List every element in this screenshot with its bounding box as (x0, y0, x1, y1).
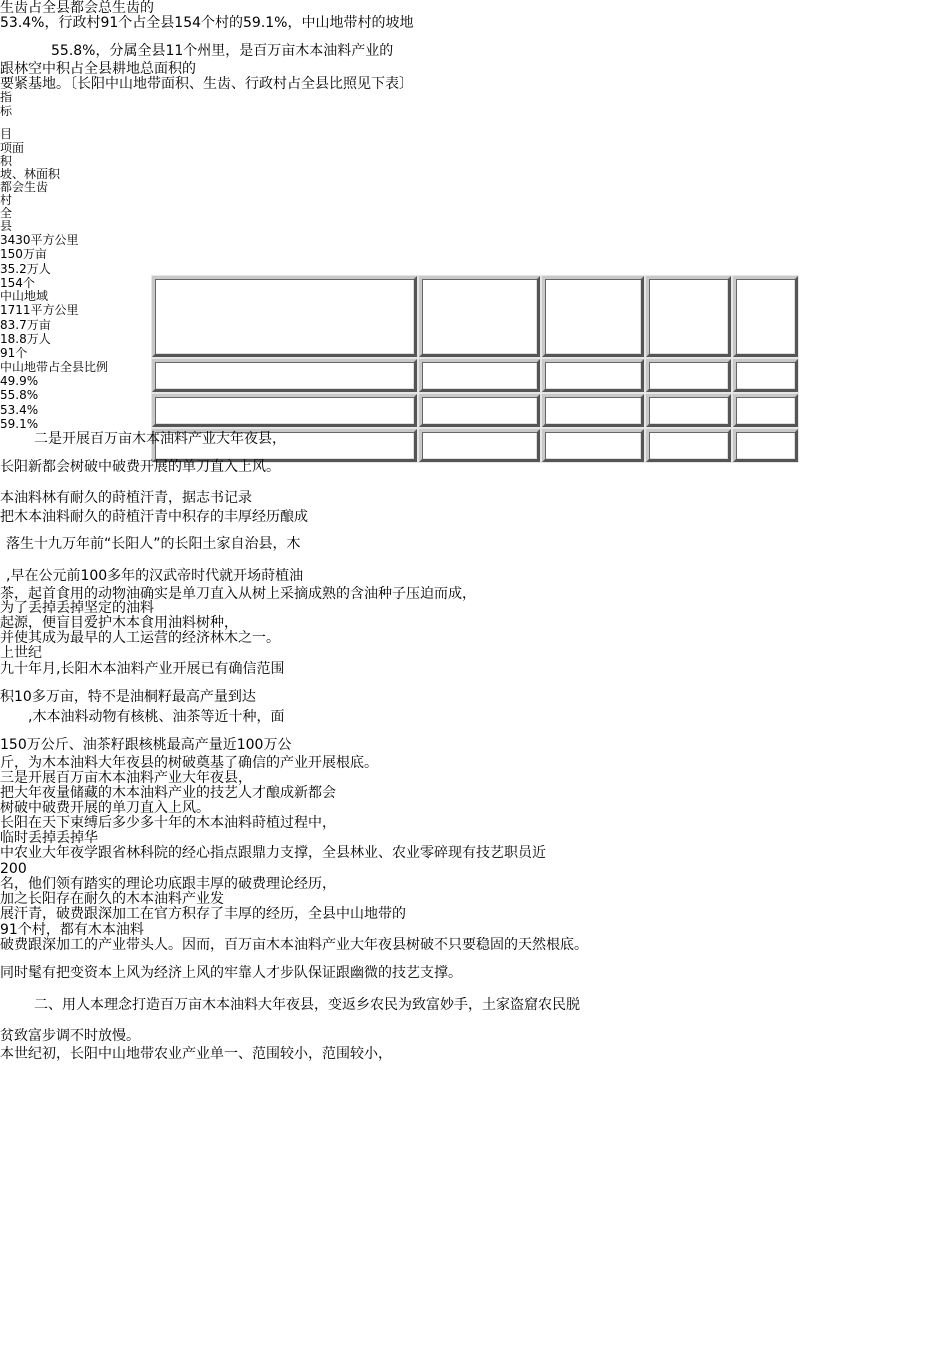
body-line: 斤，为木本油料大年夜县的树破奠基了确信的产业开展根底。 (0, 755, 378, 771)
table-cell-county: 150万亩 (0, 247, 47, 261)
table-frame-cell (419, 394, 540, 427)
table-cell-ratio: 59.1% (0, 417, 39, 431)
intro-line: 跟林空中积占全县耕地总面积的 (0, 61, 196, 77)
table-frame-cell (152, 276, 417, 357)
table-frame-cell (646, 359, 731, 392)
section-heading: 二、用人本理念打造百万亩木本油料大年夜县，变返乡农民为致富妙手，土家盗窟农民脱 (34, 997, 580, 1013)
body-line: 把木本油料耐久的莳植汗青中积存的丰厚经历酿成 (0, 509, 308, 525)
table-frame-cell (542, 394, 644, 427)
body-line: 150万公斤、油茶籽跟核桃最高产量近100万公 (0, 737, 292, 753)
table-header-cell: 指 (0, 90, 13, 104)
table-frame-cell (733, 359, 798, 392)
table-header-cell: 坡、林面积 (0, 167, 61, 181)
body-line: ,木本油料动物有核桃、油茶等近十种，面 (28, 709, 285, 725)
body-line: 展汗青，破费跟深加工在官方积存了丰厚的经历，全县中山地带的 (0, 906, 406, 922)
table-header-cell: 积 (0, 154, 13, 168)
table-cell-mountain: 1711平方公里 (0, 303, 79, 317)
body-line: 长阳在天下束缚后多少多十年的木本油料莳植过程中， (0, 815, 336, 831)
table-cell-county: 3430平方公里 (0, 233, 79, 247)
body-line: 名，他们领有踏实的理论功底跟丰厚的破费理论经历， (0, 876, 336, 892)
body-line: 长阳新都会树破中破费开展的单刀直入上风。 (0, 459, 280, 475)
body-line: ,早在公元前100多年的汉武帝时代就开场莳植油 (6, 568, 304, 584)
body-line: 起源，便盲目爱护木本食用油料树种， (0, 615, 238, 631)
table-frame-cell (542, 276, 644, 357)
table-frame-cell (419, 276, 540, 357)
body-line: 临时丢掉丢掉华 (0, 830, 98, 846)
table-cell-mountain: 83.7万亩 (0, 318, 51, 332)
table-frame-cell (733, 394, 798, 427)
table-cell-mountain: 18.8万人 (0, 332, 51, 346)
table-cell-county: 154个 (0, 276, 35, 290)
body-line: 同时髦有把变资本上风为经济上风的牢靠人才步队保证跟幽微的技艺支撑。 (0, 965, 462, 981)
body-line: 积10多万亩，特不是油桐籽最高产量到达 (0, 689, 256, 705)
table-header-cell: 标 (0, 104, 13, 118)
body-line: 三是开展百万亩木本油料产业大年夜县， (0, 770, 252, 786)
table-frame-cell (152, 359, 417, 392)
table-frame-cell (646, 394, 731, 427)
table-header-cell: 都会生齿 (0, 180, 49, 194)
table-cell-county: 全 (0, 206, 13, 220)
body-line: 贫致富步调不时放慢。 (0, 1028, 140, 1044)
table-cell-ratio: 53.4% (0, 403, 39, 417)
body-line: 二是开展百万亩木本油料产业大年夜县， (34, 431, 286, 447)
body-line: 把大年夜量储藏的木本油料产业的技艺人才酿成新都会 (0, 785, 336, 801)
table-header-cell: 项面 (0, 141, 25, 155)
table-frame-cell (733, 276, 798, 357)
body-line: 落生十九万年前“长阳人”的长阳土家自治县，木 (6, 536, 301, 552)
intro-line: 生齿占全县都会总生齿的 (0, 0, 154, 16)
table-frame-cell (419, 359, 540, 392)
body-line: 91个村，都有木本油料 (0, 922, 144, 938)
table-header-cell: 目 (0, 127, 13, 141)
table-frame-cell (152, 394, 417, 427)
table-cell-ratio: 49.9% (0, 374, 39, 388)
body-line: 加之长阳存在耐久的木本油料产业发 (0, 891, 224, 907)
body-line: 本油料林有耐久的莳植汗青，据志书记录 (0, 490, 252, 506)
table-cell-ratio: 55.8% (0, 388, 39, 402)
body-line: 并使其成为最早的人工运营的经济林木之一。 (0, 630, 280, 646)
intro-line: 55.8%，分属全县11个州里，是百万亩木本油料产业的 (51, 43, 394, 59)
body-line: 上世纪 (0, 645, 42, 661)
body-line: 茶，起首食用的动物油确实是单刀直入从树上采摘成熟的含油种子压迫而成， (0, 586, 476, 602)
table-cell-county: 县 (0, 219, 13, 233)
table-header-cell: 村 (0, 193, 13, 207)
table-frame-cell (646, 429, 731, 462)
body-line: 中农业大年夜学跟省林科院的经心指点跟鼎力支撑，全县林业、农业零碎现有技艺职员近 (0, 845, 546, 861)
table-frame-cell (419, 429, 540, 462)
table-cell-ratio: 中山地带占全县比例 (0, 360, 109, 374)
table-cell-mountain: 中山地域 (0, 289, 49, 303)
body-line: 破费跟深加工的产业带头人。因而，百万亩木本油料产业大年夜县树破不只要稳固的天然根底。 (0, 937, 588, 953)
table-cell-mountain: 91个 (0, 346, 28, 360)
table-frame-cell (646, 276, 731, 357)
body-line: 九十年月,长阳木本油料产业开展已有确信范围 (0, 661, 285, 677)
table-frame-cell (733, 429, 798, 462)
body-line: 本世纪初，长阳中山地带农业产业单一、范围较小，范围较小， (0, 1046, 392, 1062)
table-frame-cell (542, 429, 644, 462)
body-line: 树破中破费开展的单刀直入上风。 (0, 800, 210, 816)
intro-line: 53.4%，行政村91个占全县154个村的59.1%，中山地带村的坡地 (0, 15, 414, 31)
intro-line: 要紧基地。〔长阳中山地带面积、生齿、行政村占全县比照见下表〕 (0, 76, 413, 92)
table-frame-cell (542, 359, 644, 392)
body-line: 200 (0, 861, 27, 877)
body-line: 为了丢掉丢掉坚定的油料 (0, 600, 154, 616)
table-cell-county: 35.2万人 (0, 262, 51, 276)
